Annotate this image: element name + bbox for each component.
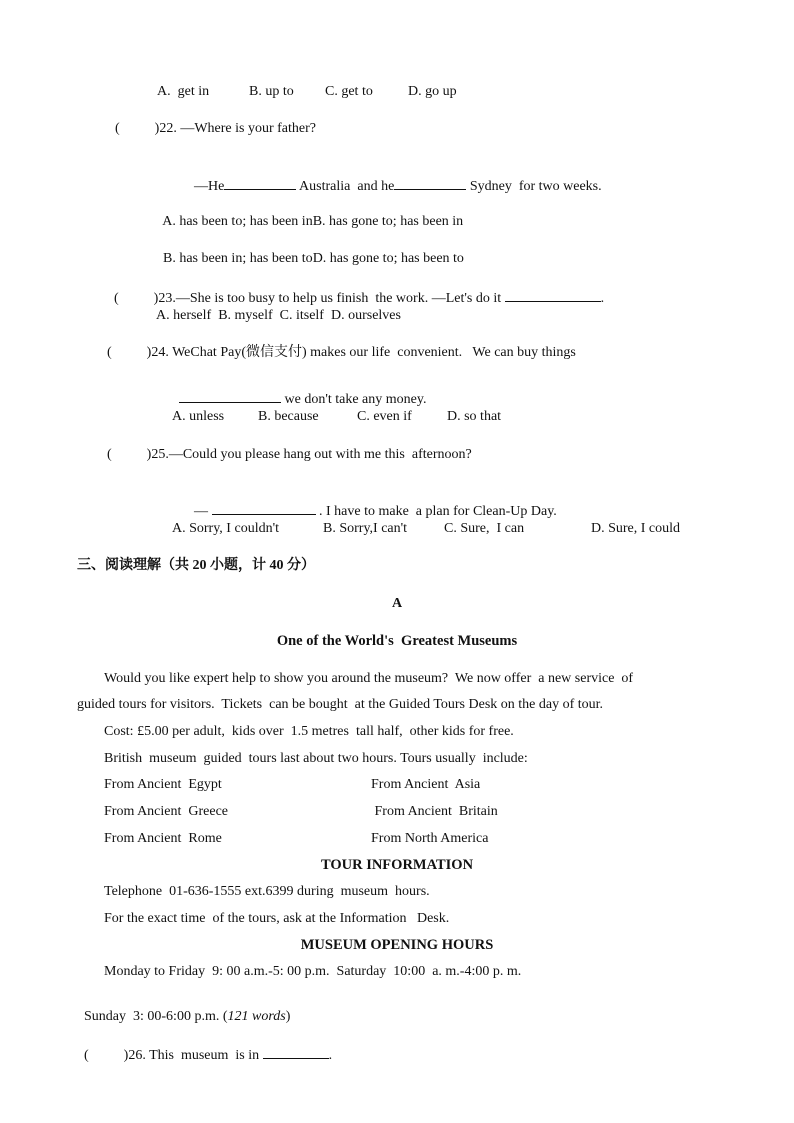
passage-text: guided tours for visitors. Tickets can be bought at the Guided Tours Desk on the day of tour. <box>77 697 604 712</box>
q21-option-b: B. up to <box>249 84 294 99</box>
tour-item: From Ancient Rome <box>104 831 222 846</box>
tour-item: From Ancient Greece <box>104 804 229 819</box>
opening-hours-heading: MUSEUM OPENING HOURS <box>300 937 494 953</box>
answer-blank <box>263 1045 329 1059</box>
answer-blank <box>505 288 601 302</box>
section-heading: 三、阅读理解（共 20 小题，计 40 分） <box>77 558 315 573</box>
q22-option-d: D. has gone to; has been to <box>312 251 464 266</box>
q25-stem: ( )25.—Could you please hang out with me this afternoon? <box>107 447 472 462</box>
tour-item: From Ancient Egypt <box>104 777 222 792</box>
q24-stem: ( )24. WeChat Pay(微信支付) makes our life convenient. We can buy things <box>107 345 576 360</box>
opening-hours: Sunday 3: 00-6:00 p.m. (121 words) <box>84 1009 291 1024</box>
q25-option-a: A. Sorry, I couldn't <box>172 521 279 536</box>
answer-blank <box>394 176 466 190</box>
q21-option-a: A. get in <box>157 84 210 99</box>
q22-option-a: A. has been to; has been in <box>162 214 313 229</box>
q22-options-row2 <box>156 232 464 268</box>
q23-options: A. herself B. myself C. itself D. ourselves <box>156 308 401 323</box>
q25-option-b: B. Sorry,I can't <box>323 521 408 536</box>
q25-sentence: — . I have to make a plan for Clean-Up Day. <box>187 483 557 521</box>
answer-blank <box>212 501 316 515</box>
passage-text: Would you like expert help to show you around the museum? We now offer a new service of <box>104 671 634 686</box>
answer-blank <box>224 176 296 190</box>
telephone-line: Telephone 01-636-1555 ext.6399 during museum hours. <box>104 884 430 899</box>
q22-option-b: B. has gone to; has been in <box>312 214 464 229</box>
q25-option-d: D. Sure, I could <box>591 521 681 536</box>
q23-stem: ( )23.—She is too busy to help us finish the work. —Let's do it . <box>107 270 604 308</box>
tour-item: From Ancient Asia <box>371 777 481 792</box>
passage-title: One of the World's Greatest Museums <box>276 633 518 649</box>
q21-option-c: C. get to <box>325 84 373 99</box>
opening-hours: Monday to Friday 9: 00 a.m.-5: 00 p.m. Saturday 10:00 a. m.-4:00 p. m. <box>104 964 522 979</box>
q24-option-b: B. because <box>258 409 319 424</box>
q22-sentence: —He Australia and he Sydney for two weeks. <box>187 158 602 196</box>
q22-option-c: B. has been in; has been to <box>163 251 313 266</box>
q26-stem: ( )26. This museum is in . <box>77 1027 332 1065</box>
q21-option-d: D. go up <box>408 84 457 99</box>
passage-text: For the exact time of the tours, ask at the Information Desk. <box>104 911 450 926</box>
q24-option-d: D. so that <box>447 409 502 424</box>
passage-label: A <box>391 596 403 611</box>
tour-item: From Ancient Britain <box>371 804 498 819</box>
passage-cost: Cost: £5.00 per adult, kids over 1.5 metres tall half, other kids for free. <box>104 724 514 739</box>
q24-option-a: A. unless <box>172 409 225 424</box>
q22-stem: ( )22. —Where is your father? <box>115 121 316 136</box>
q24-option-c: C. even if <box>357 409 412 424</box>
word-count: 121 words <box>227 1009 286 1024</box>
tour-item: From North America <box>371 831 489 846</box>
tour-info-heading: TOUR INFORMATION <box>320 857 474 873</box>
q25-option-c: C. Sure, I can <box>444 521 525 536</box>
answer-blank <box>179 389 281 403</box>
q24-sentence: we don't take any money. <box>172 371 426 409</box>
passage-text: British museum guided tours last about two hours. Tours usually include: <box>104 751 528 766</box>
q22-options-row1 <box>156 195 463 231</box>
